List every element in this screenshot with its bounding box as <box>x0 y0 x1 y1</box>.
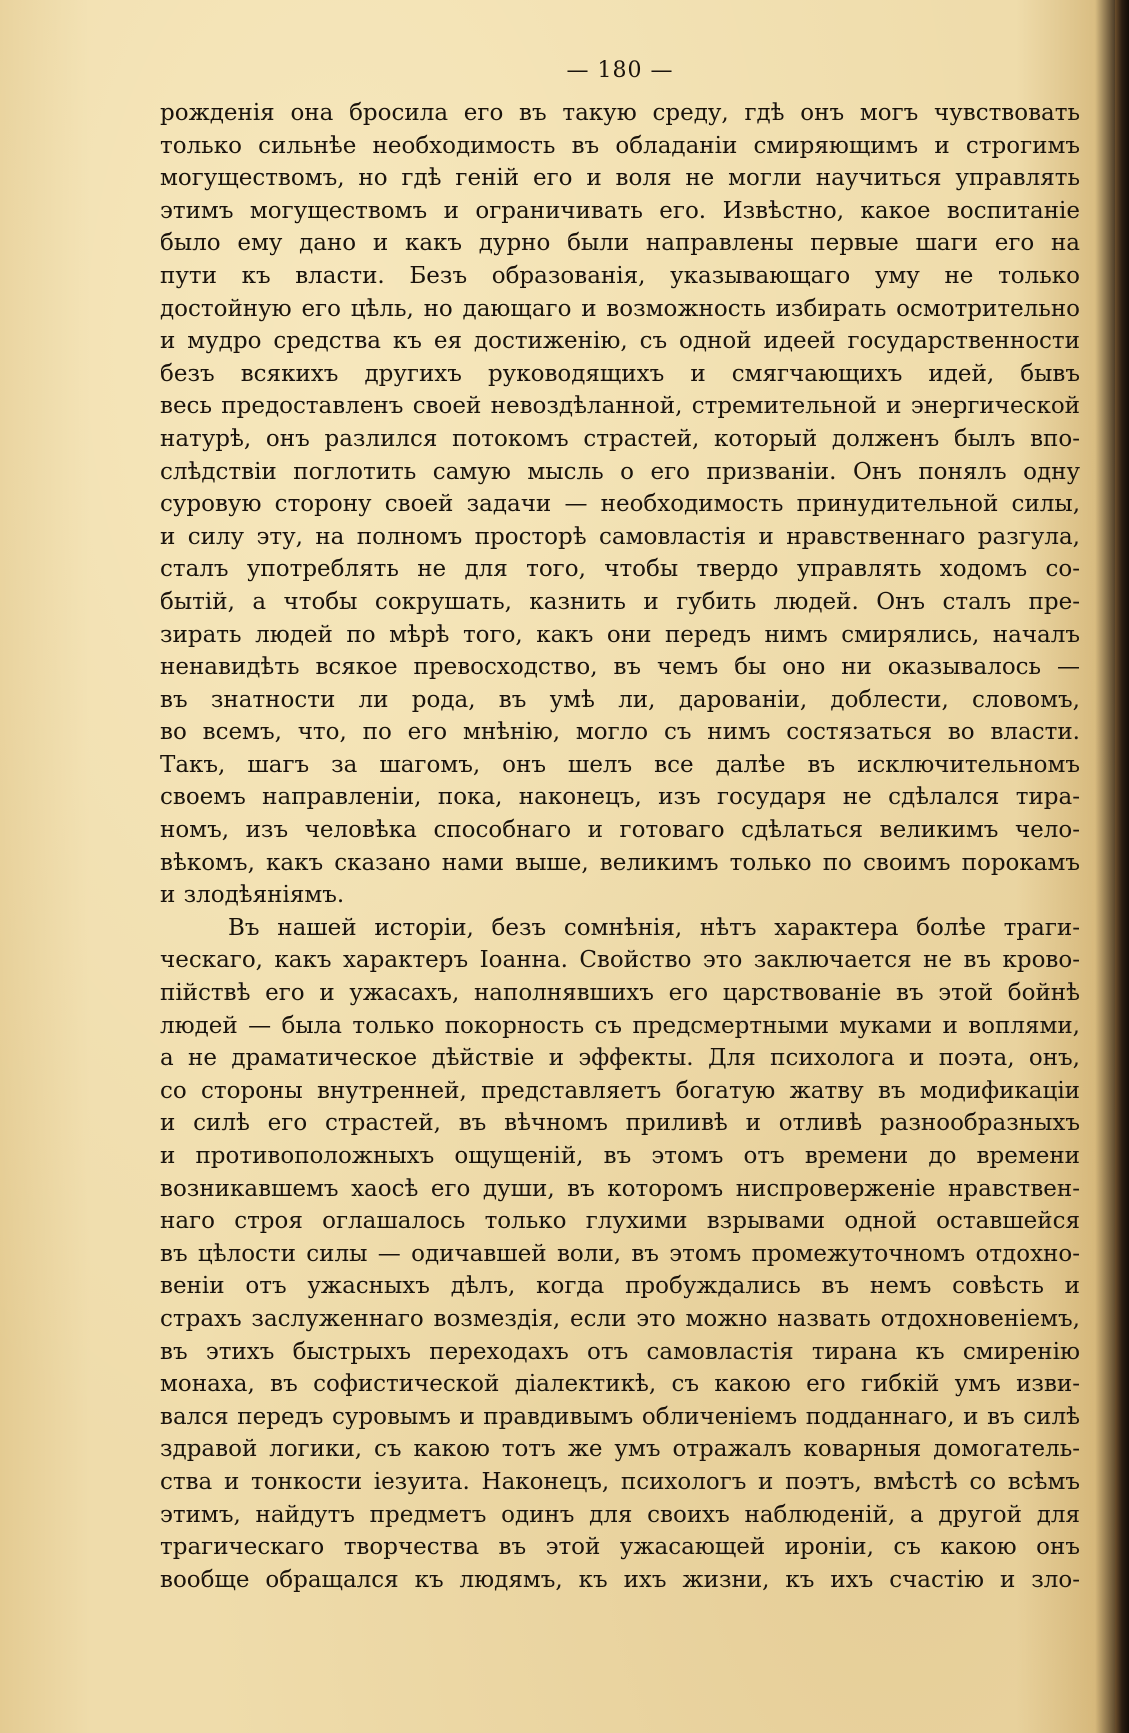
text-line: бытій, а чтобы сокрушать, казнить и губить людей. Онъ сталъ пре- <box>160 588 1080 615</box>
text-line: монаха, въ софистической діалектикѣ, съ какою его гибкій умъ изви- <box>160 1371 1080 1398</box>
text-line: весь предоставленъ своей невоздѣланной, стремительной и энергической <box>160 393 1080 420</box>
text-line: людей — была только покорность съ предсмертными муками и воплями, <box>160 1012 1080 1039</box>
text-line: въ цѣлости силы — одичавшей воли, въ этомъ промежуточномъ отдохно- <box>160 1240 1080 1267</box>
text-line: могуществомъ, но гдѣ геній его и воля не могли научиться управлять <box>160 165 1080 192</box>
text-line: въ этихъ быстрыхъ переходахъ отъ самовластія тирана къ смиренію <box>160 1338 1080 1365</box>
page-number: — 180 — <box>566 58 674 83</box>
text-line: а не драматическое дѣйствіе и эффекты. Для психолога и поэта, онъ, <box>160 1045 1080 1072</box>
text-line: пійствѣ его и ужасахъ, наполнявшихъ его царствованіе въ этой бойнѣ <box>160 980 1080 1007</box>
text-line: и противоположныхъ ощущеній, въ этомъ отъ времени до времени <box>160 1143 1080 1169</box>
text-line: только сильнѣе необходимость въ обладаніи смиряющимъ и строгимъ <box>160 132 1080 159</box>
text-line: Въ нашей исторіи, безъ сомнѣнія, нѣтъ характера болѣе траги- <box>228 914 1080 941</box>
text-line: этимъ, найдутъ предметъ одинъ для своихъ наблюденій, а другой для <box>160 1501 1080 1528</box>
text-line: и злодѣяніямъ. <box>160 882 345 909</box>
text-line: въ знатности ли рода, въ умѣ ли, дарованіи, доблести, словомъ, <box>160 686 1080 713</box>
text-line: вался передъ суровымъ и правдивымъ обличеніемъ подданнаго, и въ силѣ <box>160 1403 1080 1430</box>
text-line: натурѣ, онъ разлился потокомъ страстей, который долженъ былъ впо- <box>160 425 1080 452</box>
text-line: ства и тонкости іезуита. Наконецъ, психологъ и поэтъ, вмѣстѣ со всѣмъ <box>160 1468 1080 1495</box>
text-line: безъ всякихъ другихъ руководящихъ и смягчающихъ идей, бывъ <box>160 360 1080 387</box>
text-line: и силу эту, на полномъ просторѣ самовластія и нравственнаго разгула, <box>160 523 1080 550</box>
text-line: возникавшемъ хаосѣ его души, въ которомъ ниспроверженіе нравствен- <box>160 1175 1080 1202</box>
text-line: зирать людей по мѣрѣ того, какъ они передъ нимъ смирялись, началъ <box>160 621 1080 648</box>
text-line: сталъ употреблять не для того, чтобы твердо управлять ходомъ со- <box>160 556 1080 583</box>
text-line: достойную его цѣль, но дающаго и возможность избирать осмотрительно <box>160 295 1080 322</box>
text-line: ческаго, какъ характеръ Іоанна. Свойство это заключается не въ крово- <box>160 947 1080 974</box>
text-line: и мудро средства къ ея достиженію, съ одной идеей государственности <box>160 328 1080 355</box>
paragraph-2 <box>160 912 1080 1596</box>
text-line: Такъ, шагъ за шагомъ, онъ шелъ все далѣе въ исключительномъ <box>160 751 1080 778</box>
text-line: было ему дано и какъ дурно были направлены первые шаги его на <box>160 230 1080 257</box>
text-line: здравой логики, съ какою тотъ же умъ отражалъ коварныя домогатель- <box>160 1436 1080 1463</box>
paragraph-1 <box>160 97 1080 912</box>
text-line: своемъ направленіи, пока, наконецъ, изъ государя не сдѣлался тира- <box>160 784 1080 811</box>
page-edge-shadow <box>1115 0 1129 1733</box>
text-line: наго строя оглашалось только глухими взрывами одной оставшейся <box>160 1208 1080 1235</box>
text-line: трагическаго творчества въ этой ужасающей ироніи, съ какою онъ <box>160 1534 1080 1561</box>
book-page <box>160 58 1080 1596</box>
text-line: пути къ власти. Безъ образованія, указывающаго уму не только <box>160 262 1080 289</box>
text-line: этимъ могуществомъ и ограничивать его. Извѣстно, какое воспитаніе <box>160 197 1080 224</box>
text-line: рожденія она бросила его въ такую среду, гдѣ онъ могъ чувствовать <box>160 100 1080 126</box>
text-line: суровую сторону своей задачи — необходимость принудительной силы, <box>160 491 1080 518</box>
text-line: вообще обращался къ людямъ, къ ихъ жизни, къ ихъ счастію и зло- <box>160 1566 1080 1593</box>
text-line: со стороны внутренней, представляетъ богатую жатву въ модификаціи <box>160 1077 1080 1104</box>
text-line: веніи отъ ужасныхъ дѣлъ, когда пробуждались въ немъ совѣсть и <box>160 1273 1080 1300</box>
text-line: вѣкомъ, какъ сказано нами выше, великимъ только по своимъ порокамъ <box>160 849 1080 876</box>
text-line: слѣдствіи поглотить самую мысль о его призваніи. Онъ понялъ одну <box>160 458 1080 485</box>
text-line: страхъ заслуженнаго возмездія, если это можно назвать отдохновеніемъ, <box>160 1305 1080 1332</box>
text-line: ненавидѣть всякое превосходство, въ чемъ бы оно ни оказывалось — <box>160 654 1080 681</box>
text-line: во всемъ, что, по его мнѣнію, могло съ нимъ состязаться во власти. <box>160 719 1080 746</box>
text-line: и силѣ его страстей, въ вѣчномъ приливѣ и отливѣ разнообразныхъ <box>160 1110 1080 1137</box>
text-line: номъ, изъ человѣка способнаго и готоваго сдѣлаться великимъ чело- <box>160 817 1080 844</box>
